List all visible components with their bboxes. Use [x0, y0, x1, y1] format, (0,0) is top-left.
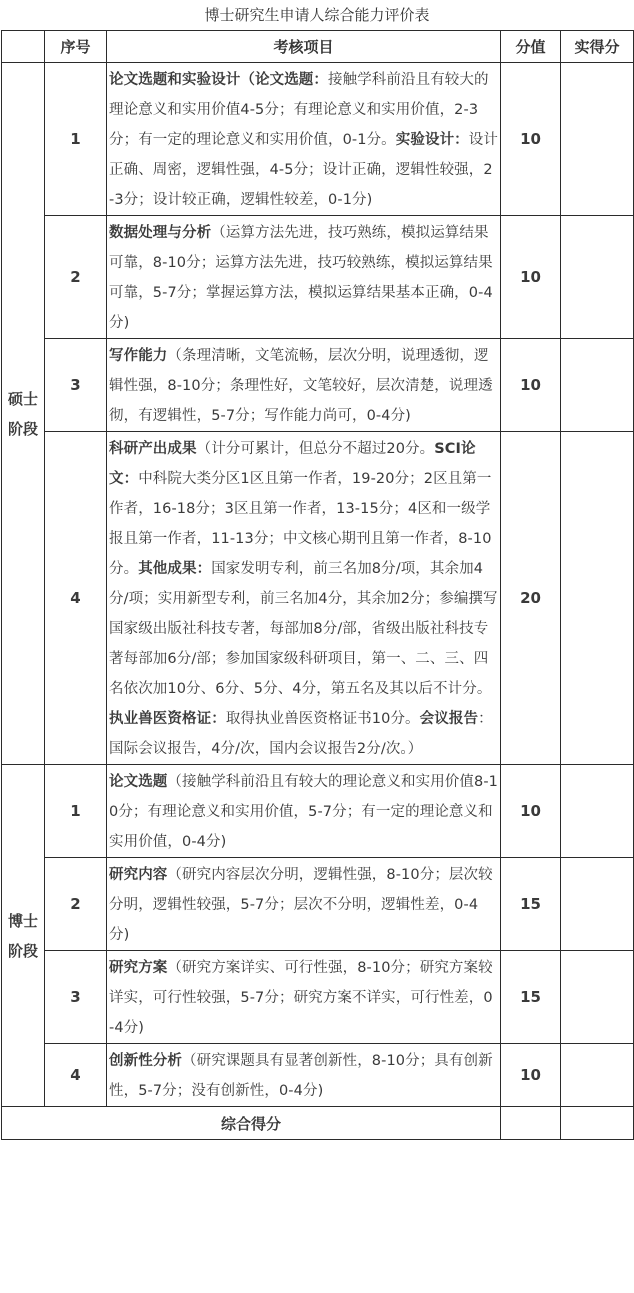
row-number: 2 [45, 216, 107, 339]
item-body-text: 取得执业兽医资格证书10分。 [225, 711, 420, 727]
item-description [107, 858, 501, 951]
row-number: 3 [45, 339, 107, 432]
header-seq: 序号 [45, 31, 107, 63]
header-score: 分值 [501, 31, 561, 63]
row-number: 1 [45, 63, 107, 216]
item-description [107, 216, 501, 339]
actual-score-cell [561, 951, 634, 1044]
row-number: 1 [45, 765, 107, 858]
evaluation-table [1, 30, 634, 1140]
item-description [107, 63, 501, 216]
table-row [2, 216, 634, 339]
table-title: 博士研究生申请人综合能力评价表 [204, 6, 430, 24]
table-row [2, 951, 634, 1044]
stage-label-line: 硕士 [7, 389, 38, 408]
item-body-text: 国家发明专利，前三名加8分/项，其余加4分/项；实用新型专利，前三名加4分，其余加2分；参编撰写国家级出版社科技专著，每部加8分/部，省级出版社科技专著每部加6分/部；参加国家级科研项目，第一、二、三、四名依次加10分、6分、5分、4分，第五名及其以后不计分。 [109, 561, 498, 697]
actual-score-cell [561, 432, 634, 765]
total-row [2, 1107, 634, 1140]
header-item: 考核项目 [107, 31, 501, 63]
row-score: 15 [501, 951, 561, 1044]
row-number: 2 [45, 858, 107, 951]
row-score: 10 [501, 1044, 561, 1107]
row-score: 10 [501, 63, 561, 216]
total-actual-cell [561, 1107, 634, 1140]
item-heading-text: 执业兽医资格证： [109, 711, 226, 727]
item-body-text: （计分可累计，但总分不超过20分。 [196, 441, 435, 457]
row-number: 3 [45, 951, 107, 1044]
table-row [2, 63, 634, 216]
item-description [107, 432, 501, 765]
item-body-text: 中科院大类分区1区且第一作者，19-20分；2区且第一作者，16-18分；3区且第一作者，13-15分；4区和一级学报且第一作者，11-13分；中文核心期刊且第一作者，8-10分。 [109, 471, 492, 577]
item-body-text: （研究内容层次分明，逻辑性强，8-10分；层次较分明，逻辑性较强，5-7分；层次不分明，逻辑性差，0-4分) [109, 867, 493, 943]
item-heading-text: SCI论文： [109, 441, 476, 487]
item-body-text: （研究课题具有显著创新性，8-10分；具有创新性，5-7分；没有创新性，0-4分) [109, 1053, 493, 1099]
item-heading-text: 其他成果： [138, 561, 212, 577]
actual-score-cell [561, 1044, 634, 1107]
table-row [2, 432, 634, 765]
item-body-text: 设计正确、周密，逻辑性强，4-5分；设计正确，逻辑性较强，2-3分；设计较正确，逻辑性较差，0-1分) [109, 132, 498, 208]
row-score: 10 [501, 765, 561, 858]
item-heading-text: 研究方案 [109, 960, 168, 976]
row-score: 20 [501, 432, 561, 765]
item-body-text: ：国际会议报告，4分/次，国内会议报告2分/次。） [109, 711, 493, 757]
table-row [2, 858, 634, 951]
row-score: 10 [501, 216, 561, 339]
table-body [2, 63, 634, 1107]
header-actual: 实得分 [561, 31, 634, 63]
item-body-text: （研究方案详实、可行性强，8-10分；研究方案较详实，可行性较强，5-7分；研究方案不详实，可行性差，0-4分) [109, 960, 493, 1036]
row-number: 4 [45, 432, 107, 765]
stage-label-line: 阶段 [7, 419, 38, 438]
stage-label [2, 63, 45, 765]
total-label: 综合得分 [2, 1107, 501, 1140]
item-heading-text: 数据处理与分析 [109, 225, 212, 241]
actual-score-cell [561, 216, 634, 339]
item-body-text: （条理清晰，文笔流畅，层次分明，说理透彻，逻辑性强，8-10分；条理性好，文笔较好，层次清楚，说理透彻，有逻辑性，5-7分；写作能力尚可，0-4分) [109, 348, 493, 424]
actual-score-cell [561, 63, 634, 216]
item-description [107, 339, 501, 432]
item-heading-text: 会议报告 [419, 711, 479, 727]
actual-score-cell [561, 858, 634, 951]
row-score: 10 [501, 339, 561, 432]
table-row [2, 765, 634, 858]
stage-label-line: 阶段 [7, 941, 38, 960]
row-score: 15 [501, 858, 561, 951]
item-description [107, 1044, 501, 1107]
item-body-text: 接触学科前沿且有较大的理论意义和实用价值4-5分；有理论意义和实用价值，2-3分；有一定的理论意义和实用价值，0-1分。 [109, 72, 489, 148]
item-heading-text: 创新性分析 [109, 1053, 182, 1069]
table-row [2, 1044, 634, 1107]
total-score-cell [501, 1107, 561, 1140]
actual-score-cell [561, 339, 634, 432]
item-heading-text: 论文选题和实验设计（论文选题： [109, 72, 328, 88]
row-number: 4 [45, 1044, 107, 1107]
header-row [2, 31, 634, 63]
stage-label-line: 博士 [7, 911, 38, 930]
item-description [107, 951, 501, 1044]
item-heading-text: 论文选题 [109, 774, 168, 790]
table-row [2, 339, 634, 432]
item-body-text: （接触学科前沿且有较大的理论意义和实用价值8-10分；有理论意义和实用价值，5-7分；有一定的理论意义和实用价值，0-4分) [109, 774, 498, 850]
header-blank [2, 31, 45, 63]
item-heading-text: 实验设计： [395, 132, 469, 148]
stage-label [2, 765, 45, 1107]
actual-score-cell [561, 765, 634, 858]
item-body-text: （运算方法先进，技巧熟练，模拟运算结果可靠，8-10分；运算方法先进，技巧较熟练，模拟运算结果可靠，5-7分；掌握运算方法，模拟运算结果基本正确，0-4分) [109, 225, 493, 331]
item-heading-text: 写作能力 [109, 348, 168, 364]
item-description [107, 765, 501, 858]
item-heading-text: 科研产出成果 [109, 441, 197, 457]
item-heading-text: 研究内容 [109, 867, 168, 883]
